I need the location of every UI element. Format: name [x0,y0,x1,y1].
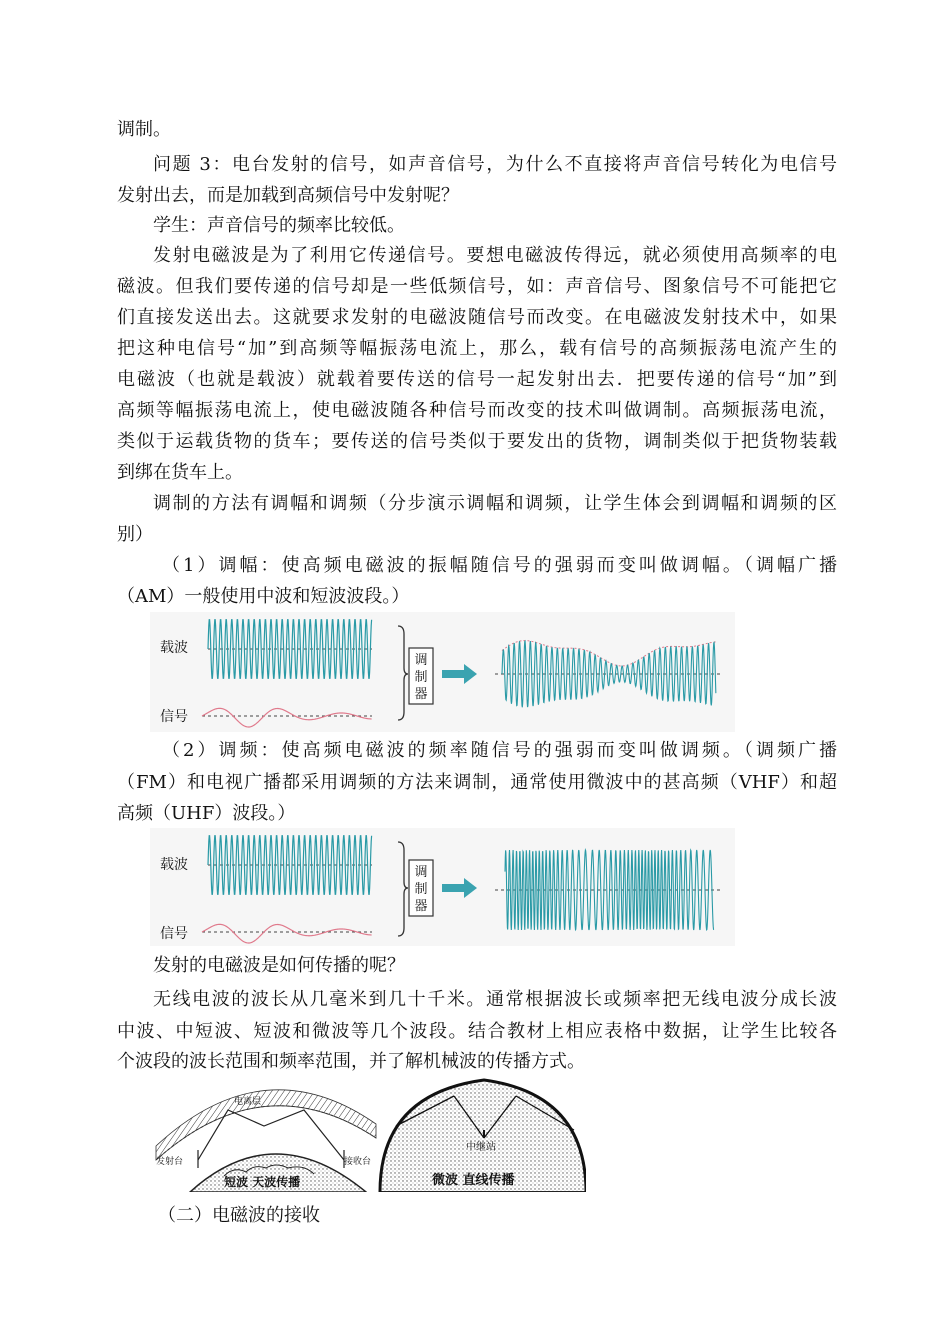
am-modulation-figure [150,612,735,732]
shortwave-caption: 短波 天波传播 [224,1175,301,1189]
paragraph-line: 到绑在货车上。 [117,462,243,483]
am-figure-svg [150,612,735,732]
paragraph-line: 无线电波的波长从几毫米到几十千米。通常根据波长或频率把无线电波分成长波 [153,989,837,1010]
paragraph-line: （1）调幅：使高频电磁波的振幅随信号的强弱而变叫做调幅。（调幅广播 [162,555,837,576]
fm-modulation-figure [150,828,735,946]
paragraph-line: 别） [117,524,153,545]
modulator-label: 调制器 [414,865,428,914]
paragraph-line: 类似于运载货物的货车；要传送的信号类似于要发出的货物，调制类似于把货物装载 [117,431,837,452]
receiver-label: 接收台 [344,1157,372,1167]
paragraph-line: （2）调频：使高频电磁波的频率随信号的强弱而变叫做调频。（调频广播 [162,740,837,761]
paragraph-line: 磁波。但我们要传递的信号却是一些低频信号，如：声音信号、图象信号不可能把它 [117,276,837,297]
signal-label: 信号 [160,709,188,725]
carrier-label: 载波 [160,640,188,656]
carrier-label: 载波 [160,857,188,873]
paragraph-line: 们直接发送出去。这就要求发射的电磁波随信号而改变。在电磁波发射技术中，如果 [117,307,837,328]
propagation-svg [154,1076,586,1192]
paragraph-line: 学生：声音信号的频率比较低。 [153,215,405,236]
paragraph-line: （FM）和电视广播都采用调频的方法来调制，通常使用微波中的甚高频（VHF）和超 [117,772,837,793]
paragraph-line: 发射的电磁波是如何传播的呢？ [153,955,405,976]
microwave-caption: 微波 直线传播 [432,1173,515,1188]
section-heading: （二）电磁波的接收 [158,1205,320,1226]
paragraph-line: 发射电磁波是为了利用它传递信号。要想电磁波传得远，就必须使用高频率的电 [153,245,837,266]
ionosphere-label: 电离层 [234,1097,262,1107]
paragraph-line: 调制。 [117,119,171,140]
paragraph-line: （AM）一般使用中波和短波波段。） [117,586,410,607]
paragraph-line: 把这种电信号“加”到高频等幅振荡电流上，那么，载有信号的高频振荡电流产生的 [117,338,837,359]
relay-label: 中继站 [466,1142,496,1153]
propagation-figure [154,1076,586,1192]
paragraph-line: 问题 3：电台发射的信号，如声音信号，为什么不直接将声音信号转化为电信号 [153,154,837,175]
signal-label: 信号 [160,926,188,942]
fm-figure-svg [150,828,735,946]
paragraph-line: 中波、中短波、短波和微波等几个波段。结合教材上相应表格中数据，让学生比较各 [117,1021,837,1042]
modulator-label: 调制器 [414,653,428,702]
paragraph-line: 电磁波（也就是载波）就载着要传送的信号一起发射出去．把要传递的信号“加”到 [117,369,837,390]
paragraph-line: 发射出去，而是加载到高频信号中发射呢？ [117,185,459,206]
paragraph-line: 高频等幅振荡电流上，使电磁波随各种信号而改变的技术叫做调制。高频振荡电流， [117,400,837,421]
transmitter-label: 发射台 [156,1157,184,1167]
paragraph-line: 个波段的波长范围和频率范围，并了解机械波的传播方式。 [117,1051,585,1072]
paragraph-line: 高频（UHF）波段。） [117,803,296,824]
paragraph-line: 调制的方法有调幅和调频（分步演示调幅和调频，让学生体会到调幅和调频的区 [153,493,837,514]
